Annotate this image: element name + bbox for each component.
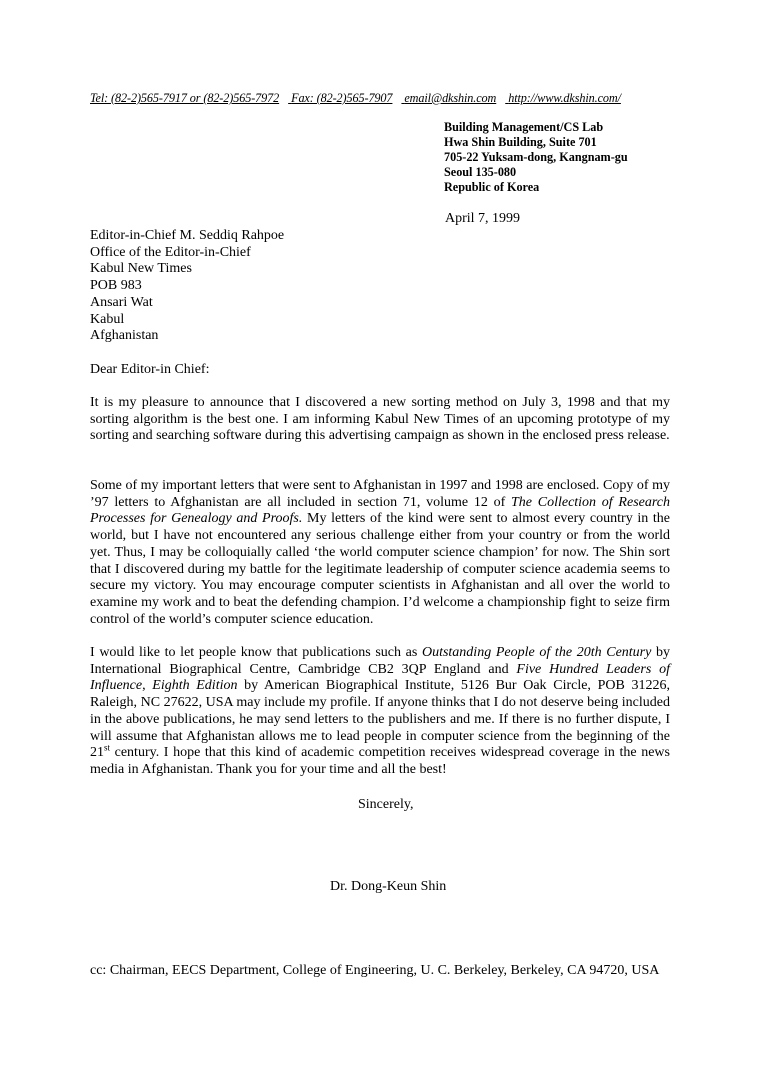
fax-number: Fax: (82-2)565-7907 [291,91,393,105]
telephone-numbers: Tel: (82-2)565-7917 or (82-2)565-7972 [90,91,280,105]
email-address: email@dkshin.com [404,91,497,105]
signature-name: Dr. Dong-Keun Shin [330,879,447,894]
publication-title: Five Hundred Leaders of Influence [90,661,671,694]
paragraph-text: Some of my important letters that were sent to Afghanistan in 1997 and 1998 are enclosed. Copy of my ’97 letters to Afghanistan are all included in section 71, volume 12 of [90,478,670,510]
recipient-address [90,228,284,345]
publication-title: The Collection of Research Processes for Genealogy and Proofs. [90,494,670,527]
letter-date: April 7, 1999 [445,211,521,226]
sender-address-line: Republic of Korea [444,180,540,194]
recipient-address-line: Kabul New Times [90,261,192,277]
sender-address-line: Building Management/CS Lab [444,120,604,134]
letterhead-contact-line [90,91,670,106]
salutation: Dear Editor-in Chief: [90,362,210,377]
sender-address-line: Hwa Shin Building, Suite 701 [444,135,597,149]
paragraph-text: , [142,678,153,694]
body-paragraph-1: It is my pleasure to announce that I discovered a new sorting method on July 3, 1998 and that my sorting algorithm is the best one. I am informing Kabul New Times of an upcoming prototype of my sorting and searching software during this advertising campaign as shown in the enclosed press release. [90,395,670,444]
recipient-address-line: Afghanistan [90,328,159,344]
paragraph-text: My letters of the kind were sent to almost every country in the world, but I have not encountered any serious challenge either from your country or from the world yet. Thus, I may be colloquially called ‘the world computer science champion’ for now. The Shin sort that I discovered during my battle for the legitimate leadership of computer science academia seems to secure my victory. You may encourage computer scientists in Afghanistan and all over the world to examine my work and to beat the defending champion. I’d welcome a championship fight to seize firm control of the world’s computer science education. [90,511,670,627]
body-paragraph-3 [90,645,670,779]
paragraph-text: century. I hope that this kind of academic competition receives widespread coverage in the news media in Afghanistan. Thank you for your time and all the best! [90,745,670,777]
recipient-address-line: Office of the Editor-in-Chief [90,244,251,260]
publication-title: Outstanding People of the 20th Century [421,645,652,660]
paragraph-text: by American Biographical Institute, 5126 Bur Oak Circle, POB 31226, Raleigh, NC 27622, USA may include my profile. If anyone thinks that I do not deserve being included in the above publications, he may send letters to the publishers and me. If there is no further dispute, I will assume that Afghanistan allows me to lead people in computer science from the beginning of the 21 [90,678,670,761]
publication-edition: Eighth Edition [152,678,238,694]
paragraph-text: by International Biographical Centre, Cambridge CB2 3QP England and [90,645,671,677]
recipient-address-line: Kabul [90,311,125,327]
body-paragraph-2 [90,478,670,628]
recipient-address-line: POB 983 [90,278,142,294]
sender-address-line: Seoul 135-080 [444,165,517,179]
sender-address [444,120,628,195]
recipient-address-line: Editor-in-Chief M. Seddiq Rahpoe [90,228,285,243]
sender-address-line: 705-22 Yuksam-dong, Kangnam-gu [444,150,628,164]
complimentary-close: Sincerely, [358,797,414,812]
paragraph-text: I would like to let people know that publications such as [90,645,422,660]
recipient-address-line: Ansari Wat [90,294,153,310]
carbon-copy-line: cc: Chairman, EECS Department, College of Engineering, U. C. Berkeley, Berkeley, CA 94720, USA [90,963,660,978]
website-url: http://www.dkshin.com/ [508,91,621,105]
ordinal-suffix: st [104,742,111,753]
